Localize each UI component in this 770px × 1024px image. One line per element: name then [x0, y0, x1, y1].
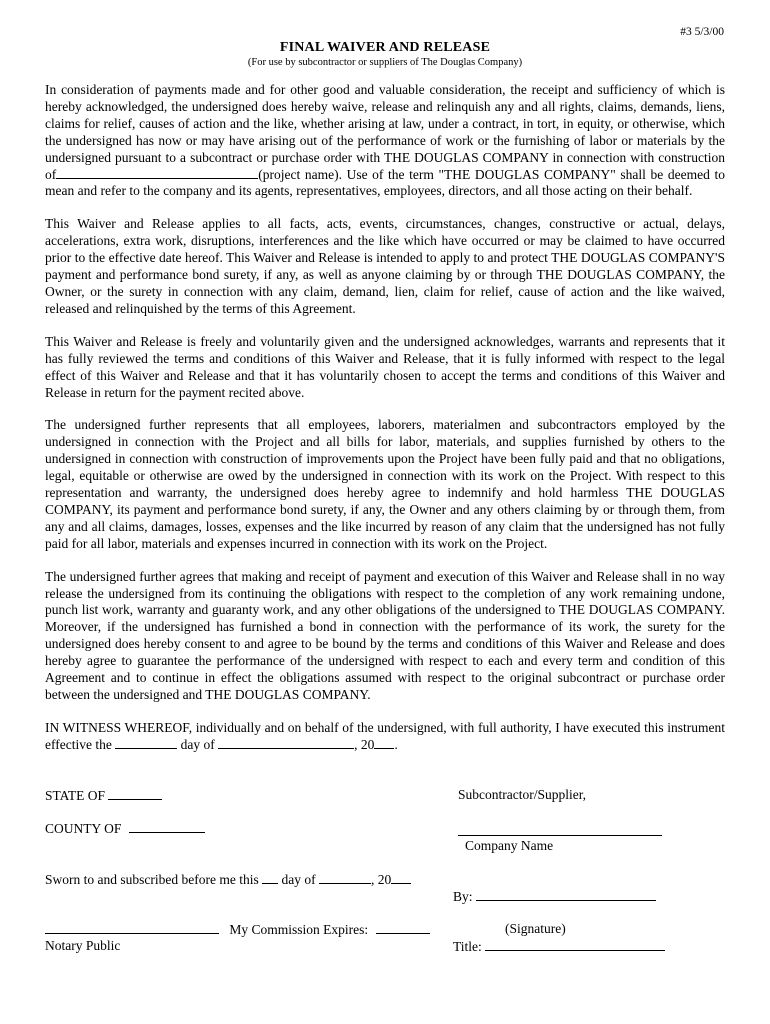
document-title: FINAL WAIVER AND RELEASE	[279, 40, 491, 55]
sworn-day-blank[interactable]	[262, 871, 278, 884]
effective-year-blank[interactable]	[374, 737, 394, 749]
by-label: By:	[453, 889, 473, 904]
paragraph-consideration	[45, 82, 725, 200]
subcontractor-label: Subcontractor/Supplier,	[458, 787, 587, 802]
document-body	[45, 82, 725, 770]
state-blank[interactable]	[108, 787, 162, 800]
commission-label: My Commission Expires:	[229, 922, 369, 937]
effective-month-blank[interactable]	[218, 737, 354, 749]
sworn-year-blank[interactable]	[391, 871, 411, 884]
notary-signature-blank[interactable]	[45, 921, 219, 934]
sworn-text: , 20	[370, 872, 392, 887]
county-label: COUNTY OF	[45, 821, 122, 836]
paragraph-text: day of	[180, 736, 215, 752]
company-name-line	[458, 820, 662, 840]
sworn-text: Sworn to and subscribed before me this	[45, 872, 259, 887]
signature-label: (Signature)	[505, 921, 566, 936]
paragraph-obligations: The undersigned further agrees that making and receipt of payment and execution of this Waiver and Release shall in no way release the undersigned from its continuing the obligations with respect to the completion of any work remaining undone, punch list work, warranty and guaranty work, and any other obligations of the undersigned to THE DOUGLAS COMPANY. Moreover, if the undersigned has furnished a bond in connection with the performance of its work, the surety for the undersigned does hereby consent to and agree to be bound by the terms and conditions of this Waiver and Release and does hereby agree to guarantee the performance of the undersigned with respect to each and every term and condition of this Agreement and to continue in effect the obligations assumed with respect to the original subcontract or purchase order between the undersigned and THE DOUGLAS COMPANY.	[45, 568, 725, 702]
by-line	[453, 888, 656, 905]
notary-public-label: Notary Public	[45, 938, 121, 953]
document-subtitle: (For use by subcontractor or suppliers of The Douglas Company)	[247, 57, 523, 68]
paragraph-text: .	[394, 736, 398, 752]
paragraph-text: IN WITNESS WHEREOF, individually and on behalf of the undersigned, with full authority, I have executed this instrument effective the	[45, 719, 725, 752]
paragraph-representation: The undersigned further represents that all employees, laborers, materialmen and subcontractors employed by the undersigned in connection with the Project and all bills for labor, materials, and supplies furnished by others to the undersigned in connection with construction of improvements upon the Project have been fully paid and that no obligations, legal, equitable or otherwise are owed by the undersigned in connection with its work on the Project. With respect to this representation and warranty, the undersigned does hereby agree to indemnify and hold harmless THE DOUGLAS COMPANY, its payment and performance bond surety, if any, the Owner and any others claiming by or through them, from any and all claims, damages, losses, expenses and the like incurred by reason of any claim that the undersigned has not fully paid for all labor, materials and expenses incurred in connection with its work on the Project.	[45, 417, 725, 551]
commission-line	[45, 921, 430, 938]
sworn-month-blank[interactable]	[319, 871, 371, 884]
title-line	[453, 938, 665, 955]
paragraph-scope: This Waiver and Release applies to all facts, acts, events, circumstances, changes, constructive or actual, delays, accelerations, extra work, disruptions, interferences and the like which have occurred or may be claimed to have occurred prior to the effective date hereof. This Waiver and Release is intended to apply to and protect THE DOUGLAS COMPANY'S payment and performance bond surety, if any, as well as anyone claiming by or through THE DOUGLAS COMPANY, the Owner, or the surety in connection with any claim, demand, lien, claim for relief, cause of action and the like waived, released and relinquished by the terms of this Agreement.	[45, 216, 725, 316]
paragraph-text: , 20	[354, 736, 375, 752]
project-name-blank[interactable]	[56, 167, 258, 179]
paragraph-voluntary: This Waiver and Release is freely and voluntarily given and the undersigned acknowledges, warrants and represents that it has fully reviewed the terms and conditions of this Waiver and Release, that it is fully informed with respect to the legal effect of this Waiver and Release and that it has voluntarily chosen to accept the terms and conditions of this Waiver and Release in return for the payment recited above.	[45, 333, 725, 400]
company-name-blank[interactable]	[458, 820, 662, 836]
sworn-text: day of	[281, 872, 316, 887]
title-blank[interactable]	[485, 938, 665, 951]
sworn-line	[45, 871, 411, 888]
paragraph-witness	[45, 720, 725, 754]
signature-blank[interactable]	[476, 888, 656, 901]
title-label: Title:	[453, 939, 482, 954]
state-label: STATE OF	[45, 788, 106, 803]
company-name-label: Company Name	[465, 838, 554, 853]
document-id: #3 5/3/00	[680, 26, 724, 38]
paragraph-text: In consideration of payments made and for other good and valuable consideration, the receipt and sufficiency of which is hereby acknowledged, the undersigned does hereby waive, release and relinquish any and all rights, claims, demands, liens, claims for relief, causes of action and the like, whether arising at law, under a contract, in tort, in equity, or otherwise, which the undersigned has now or may have arising out of the performance of work or the furnishing of labor or materials by the undersigned pursuant to a subcontract or purchase order with THE DOUGLAS COMPANY in connection with construction of	[45, 82, 725, 182]
state-line	[45, 787, 162, 804]
paragraph-text: (project name). Use of the term "THE DOUGLAS COMPANY" shall be deemed to mean and refer to the company and its agents, representatives, employees, directors, and all those acting on their behalf.	[45, 166, 725, 199]
commission-date-blank[interactable]	[376, 921, 430, 934]
effective-day-blank[interactable]	[115, 737, 177, 749]
county-blank[interactable]	[129, 820, 205, 833]
county-line	[45, 820, 205, 837]
